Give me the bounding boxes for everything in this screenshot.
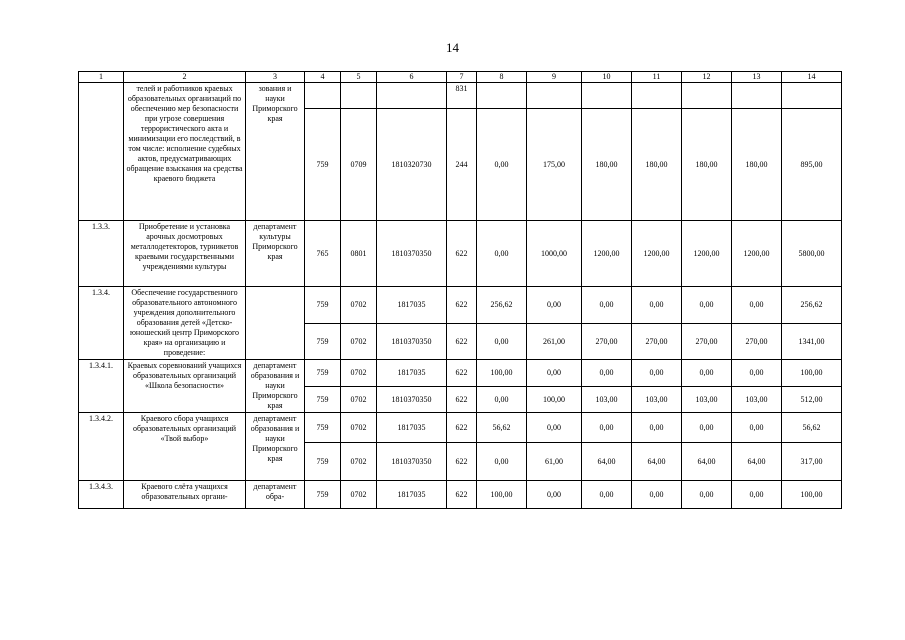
expense-type-code: 622 xyxy=(447,481,477,509)
year-5-amount: 0,00 xyxy=(682,413,732,443)
responsible-executor: департамент культуры Приморского края xyxy=(246,221,305,287)
responsible-executor xyxy=(246,287,305,360)
expense-type-code: 622 xyxy=(447,387,477,413)
section-code: 0702 xyxy=(341,324,377,360)
year-4-amount: 0,00 xyxy=(632,413,682,443)
target-article-code: 1810370350 xyxy=(377,387,447,413)
year-3-amount: 0,00 xyxy=(582,481,632,509)
column-number-header: 1 xyxy=(79,72,124,83)
year-3-amount: 0,00 xyxy=(582,413,632,443)
year-5-amount: 103,00 xyxy=(682,387,732,413)
expense-type-code: 622 xyxy=(447,413,477,443)
expense-type-code: 831 xyxy=(447,83,477,109)
year-1-amount: 0,00 xyxy=(477,387,527,413)
target-article-code: 1817035 xyxy=(377,287,447,324)
target-article-code: 1817035 xyxy=(377,481,447,509)
expense-type-code: 622 xyxy=(447,324,477,360)
column-number-header: 2 xyxy=(124,72,246,83)
year-5-amount: 270,00 xyxy=(682,324,732,360)
section-code: 0801 xyxy=(341,221,377,287)
item-name: Приобретение и установка арочных досмотровых металлодетекторов, турникетов краевыми государственными учреждениями культуры xyxy=(124,221,246,287)
gp-code: 759 xyxy=(305,481,341,509)
year-4-amount: 103,00 xyxy=(632,387,682,413)
total-amount: 100,00 xyxy=(782,481,842,509)
year-4-amount xyxy=(632,83,682,109)
year-2-amount: 61,00 xyxy=(527,443,582,481)
year-1-amount: 0,00 xyxy=(477,109,527,221)
responsible-executor: департамент образования и науки Приморского края xyxy=(246,360,305,413)
gp-code: 759 xyxy=(305,360,341,387)
expense-type-code: 622 xyxy=(447,221,477,287)
gp-code xyxy=(305,83,341,109)
column-number-header: 5 xyxy=(341,72,377,83)
column-number-header: 6 xyxy=(377,72,447,83)
year-6-amount: 270,00 xyxy=(732,324,782,360)
year-4-amount: 180,00 xyxy=(632,109,682,221)
year-3-amount xyxy=(582,83,632,109)
total-amount: 100,00 xyxy=(782,360,842,387)
year-3-amount: 0,00 xyxy=(582,360,632,387)
table-row xyxy=(79,287,842,324)
year-5-amount xyxy=(682,83,732,109)
column-number-header: 7 xyxy=(447,72,477,83)
year-4-amount: 0,00 xyxy=(632,481,682,509)
section-code: 0702 xyxy=(341,360,377,387)
section-code: 0702 xyxy=(341,443,377,481)
year-6-amount: 0,00 xyxy=(732,481,782,509)
year-5-amount: 0,00 xyxy=(682,287,732,324)
total-amount: 5800,00 xyxy=(782,221,842,287)
total-amount: 56,62 xyxy=(782,413,842,443)
year-2-amount: 1000,00 xyxy=(527,221,582,287)
year-2-amount: 0,00 xyxy=(527,360,582,387)
total-amount: 317,00 xyxy=(782,443,842,481)
item-number: 1.3.4. xyxy=(79,287,124,360)
gp-code: 759 xyxy=(305,287,341,324)
table-row xyxy=(79,83,842,109)
expense-type-code: 622 xyxy=(447,287,477,324)
year-5-amount: 180,00 xyxy=(682,109,732,221)
section-code: 0702 xyxy=(341,413,377,443)
column-number-header: 14 xyxy=(782,72,842,83)
year-1-amount: 0,00 xyxy=(477,324,527,360)
budget-table xyxy=(78,71,842,509)
year-6-amount: 1200,00 xyxy=(732,221,782,287)
section-code: 0702 xyxy=(341,287,377,324)
year-1-amount: 0,00 xyxy=(477,221,527,287)
section-code xyxy=(341,83,377,109)
item-name: Обеспечение государственного образовательного автономного учреждения дополнительного образования детей «Детско-юношеский центр Приморского края» на организацию и проведение: xyxy=(124,287,246,360)
year-5-amount: 0,00 xyxy=(682,360,732,387)
total-amount: 512,00 xyxy=(782,387,842,413)
year-4-amount: 270,00 xyxy=(632,324,682,360)
target-article-code: 1810370350 xyxy=(377,443,447,481)
column-number-header: 4 xyxy=(305,72,341,83)
target-article-code: 1817035 xyxy=(377,360,447,387)
year-3-amount: 270,00 xyxy=(582,324,632,360)
section-code: 0702 xyxy=(341,481,377,509)
year-6-amount: 0,00 xyxy=(732,413,782,443)
table-row xyxy=(79,481,842,509)
responsible-executor: департамент образования и науки Приморского края xyxy=(246,413,305,481)
year-5-amount: 64,00 xyxy=(682,443,732,481)
year-2-amount: 175,00 xyxy=(527,109,582,221)
responsible-executor: зования и науки Приморского края xyxy=(246,83,305,221)
target-article-code: 1810370350 xyxy=(377,324,447,360)
year-4-amount: 0,00 xyxy=(632,360,682,387)
year-3-amount: 0,00 xyxy=(582,287,632,324)
year-4-amount: 0,00 xyxy=(632,287,682,324)
item-number: 1.3.4.3. xyxy=(79,481,124,509)
table-row xyxy=(79,413,842,443)
gp-code: 759 xyxy=(305,387,341,413)
section-code: 0709 xyxy=(341,109,377,221)
year-2-amount: 0,00 xyxy=(527,287,582,324)
year-4-amount: 1200,00 xyxy=(632,221,682,287)
year-2-amount: 261,00 xyxy=(527,324,582,360)
year-6-amount: 64,00 xyxy=(732,443,782,481)
target-article-code xyxy=(377,83,447,109)
column-number-row xyxy=(79,72,842,83)
year-1-amount: 56,62 xyxy=(477,413,527,443)
year-1-amount: 100,00 xyxy=(477,360,527,387)
column-number-header: 9 xyxy=(527,72,582,83)
column-number-header: 13 xyxy=(732,72,782,83)
year-6-amount: 103,00 xyxy=(732,387,782,413)
item-name: Краевого слёта учащихся образовательных органи- xyxy=(124,481,246,509)
column-number-header: 11 xyxy=(632,72,682,83)
target-article-code: 1810370350 xyxy=(377,221,447,287)
expense-type-code: 244 xyxy=(447,109,477,221)
year-6-amount: 0,00 xyxy=(732,360,782,387)
gp-code: 759 xyxy=(305,443,341,481)
column-number-header: 12 xyxy=(682,72,732,83)
year-3-amount: 103,00 xyxy=(582,387,632,413)
year-2-amount: 0,00 xyxy=(527,413,582,443)
year-3-amount: 1200,00 xyxy=(582,221,632,287)
expense-type-code: 622 xyxy=(447,360,477,387)
gp-code: 759 xyxy=(305,413,341,443)
year-6-amount: 180,00 xyxy=(732,109,782,221)
item-number: 1.3.3. xyxy=(79,221,124,287)
year-1-amount: 256,62 xyxy=(477,287,527,324)
gp-code: 765 xyxy=(305,221,341,287)
year-2-amount: 100,00 xyxy=(527,387,582,413)
item-number: 1.3.4.2. xyxy=(79,413,124,481)
target-article-code: 1810320730 xyxy=(377,109,447,221)
gp-code: 759 xyxy=(305,324,341,360)
page-number: 14 xyxy=(446,40,459,55)
section-code: 0702 xyxy=(341,387,377,413)
year-5-amount: 0,00 xyxy=(682,481,732,509)
year-5-amount: 1200,00 xyxy=(682,221,732,287)
item-name: Краевого сбора учащихся образовательных организаций «Твой выбор» xyxy=(124,413,246,481)
item-number xyxy=(79,83,124,221)
year-3-amount: 64,00 xyxy=(582,443,632,481)
year-3-amount: 180,00 xyxy=(582,109,632,221)
year-2-amount xyxy=(527,83,582,109)
gp-code: 759 xyxy=(305,109,341,221)
responsible-executor: департамент обра- xyxy=(246,481,305,509)
table-row xyxy=(79,221,842,287)
year-6-amount xyxy=(732,83,782,109)
expense-type-code: 622 xyxy=(447,443,477,481)
year-1-amount xyxy=(477,83,527,109)
year-2-amount: 0,00 xyxy=(527,481,582,509)
column-number-header: 3 xyxy=(246,72,305,83)
table-row xyxy=(79,360,842,387)
year-4-amount: 64,00 xyxy=(632,443,682,481)
target-article-code: 1817035 xyxy=(377,413,447,443)
total-amount: 1341,00 xyxy=(782,324,842,360)
total-amount xyxy=(782,83,842,109)
total-amount: 256,62 xyxy=(782,287,842,324)
year-1-amount: 0,00 xyxy=(477,443,527,481)
item-name: Краевых соревнований учащихся образовательных организаций «Школа безопасности» xyxy=(124,360,246,413)
year-1-amount: 100,00 xyxy=(477,481,527,509)
column-number-header: 10 xyxy=(582,72,632,83)
item-name: телей и работников краевых образовательных организаций по обеспечению мер безопасности при угрозе совершения террористического акта и минимизации его последствий, в том числе: исполнение судебных актов, предусматривающих обращение взыскания на средства краевого бюджета xyxy=(124,83,246,221)
item-number: 1.3.4.1. xyxy=(79,360,124,413)
total-amount: 895,00 xyxy=(782,109,842,221)
year-6-amount: 0,00 xyxy=(732,287,782,324)
column-number-header: 8 xyxy=(477,72,527,83)
